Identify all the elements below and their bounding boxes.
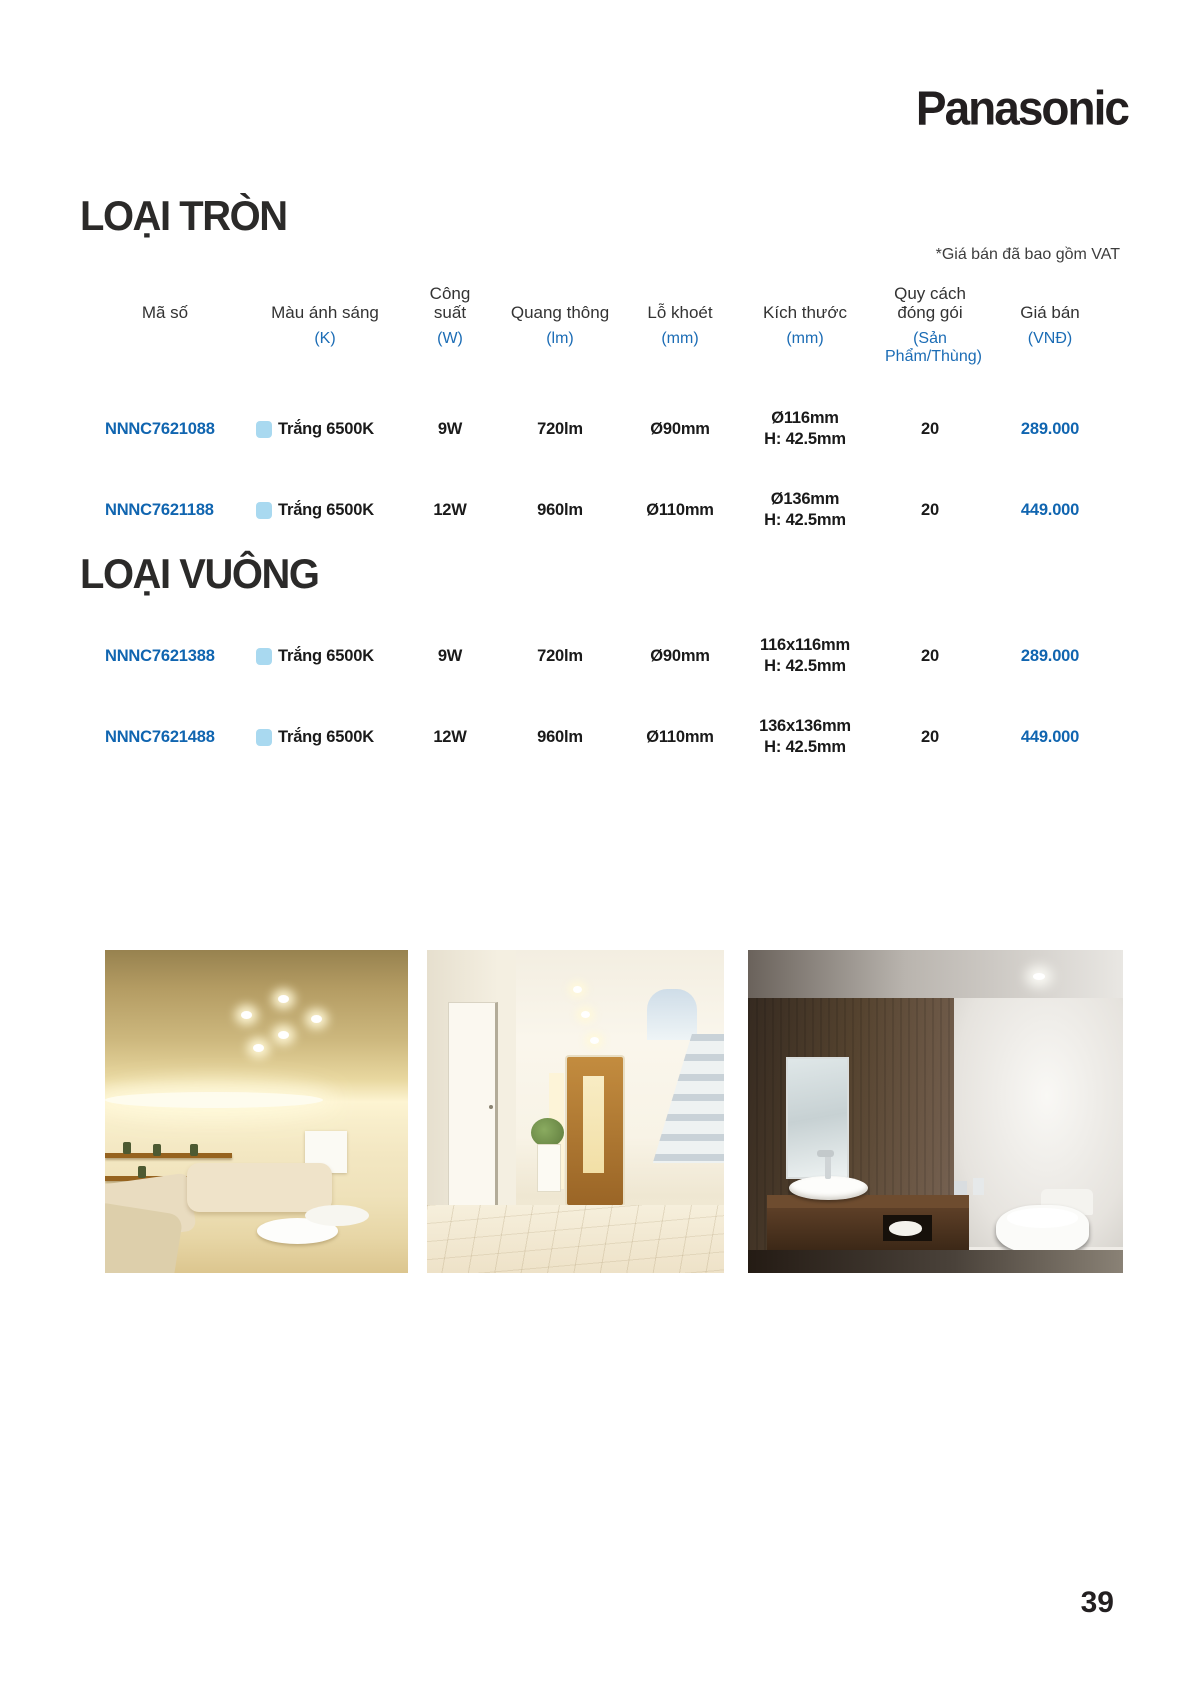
pack-value: 20 — [921, 727, 939, 746]
flower-bouquet — [531, 1118, 564, 1147]
table-row — [95, 389, 1125, 469]
shelf-plant — [190, 1144, 198, 1156]
color-swatch — [256, 502, 272, 519]
downlight-glow — [573, 986, 582, 993]
color-label: Trắng 6500K — [278, 727, 374, 746]
stair-window — [647, 989, 697, 1041]
power-value: 12W — [433, 500, 467, 519]
vanity-cabinet — [767, 1208, 970, 1250]
col-header-size: Kích thước — [763, 303, 847, 322]
unit-power: (W) — [437, 330, 463, 347]
size-value: 116x116mm H: 42.5mm — [760, 636, 850, 675]
downlight-glow — [253, 1044, 264, 1052]
product-code: NNNC7621388 — [105, 646, 215, 665]
photo-bathroom-downlights — [748, 950, 1123, 1273]
price-value: 449.000 — [1020, 727, 1080, 746]
pack-value: 20 — [921, 646, 939, 665]
wall-shelf — [105, 1153, 232, 1158]
flux-value: 720lm — [537, 419, 583, 438]
pack-value: 20 — [921, 500, 939, 519]
vanity-counter — [767, 1195, 970, 1208]
downlight-glow — [1033, 973, 1045, 980]
shelf-plant — [153, 1144, 161, 1156]
power-value: 9W — [437, 646, 463, 665]
flux-value: 720lm — [537, 646, 583, 665]
color-swatch — [256, 421, 272, 438]
product-code: NNNC7621088 — [105, 419, 215, 438]
size-value: Ø136mm H: 42.5mm — [764, 490, 846, 529]
toilet-lid — [1007, 1208, 1078, 1227]
shelf-plant — [138, 1166, 146, 1178]
mirror — [786, 1057, 850, 1180]
col-header-color: Màu ánh sáng — [271, 303, 379, 322]
col-header-pack: Quy cách đóng gói — [894, 284, 966, 322]
table-header — [95, 276, 1125, 322]
unit-price: (VNĐ) — [1027, 330, 1073, 347]
price-value: 449.000 — [1020, 500, 1080, 519]
vat-note: *Giá bán đã bao gồm VAT — [935, 246, 1120, 263]
product-code: NNNC7621188 — [105, 500, 214, 519]
col-header-code: Mã số — [141, 303, 189, 322]
price-value: 289.000 — [1020, 419, 1080, 438]
unit-flux: (lm) — [546, 330, 574, 347]
counter-item — [973, 1178, 984, 1196]
color-swatch — [256, 648, 272, 665]
hole-value: Ø90mm — [650, 646, 710, 665]
downlight-glow — [278, 995, 289, 1003]
faucet-spout — [817, 1150, 834, 1156]
light-color-cell — [235, 501, 415, 520]
power-value: 9W — [437, 419, 463, 438]
col-header-price: Giá bán — [1020, 303, 1080, 322]
door-glass-panel — [583, 1076, 604, 1173]
photo-strip — [0, 950, 1200, 1273]
ceiling — [748, 950, 1123, 998]
size-value: 136x136mm H: 42.5mm — [759, 717, 851, 756]
price-value: 289.000 — [1020, 646, 1080, 665]
pack-value: 20 — [921, 419, 939, 438]
section-heading-square: LOẠI VUÔNG — [80, 550, 319, 597]
light-color-cell — [235, 420, 415, 439]
panasonic-logo: Panasonic — [915, 81, 1128, 136]
color-swatch — [256, 729, 272, 746]
light-color-cell — [235, 728, 415, 747]
product-code: NNNC7621488 — [105, 727, 215, 746]
size-value: Ø116mm H: 42.5mm — [764, 409, 846, 448]
unit-hole: (mm) — [661, 330, 699, 347]
table-subheader — [95, 330, 1125, 366]
col-header-flux: Quang thông — [510, 303, 610, 322]
flux-value: 960lm — [537, 727, 583, 746]
hole-value: Ø90mm — [650, 419, 710, 438]
unit-color: (K) — [314, 330, 336, 347]
downlight-glow — [278, 1031, 289, 1039]
col-header-hole: Lỗ khoét — [647, 303, 713, 322]
page-number: 39 — [1080, 1586, 1114, 1619]
shelf-plant — [123, 1142, 131, 1154]
power-value: 12W — [433, 727, 467, 746]
coffee-table — [305, 1205, 369, 1226]
color-label: Trắng 6500K — [278, 646, 374, 665]
towel-roll — [889, 1221, 923, 1236]
table-row — [95, 697, 1125, 777]
hole-value: Ø110mm — [646, 727, 714, 746]
hole-value: Ø110mm — [646, 500, 714, 519]
downlight-glow — [311, 1015, 322, 1023]
bath-floor — [748, 1250, 1123, 1273]
table-row — [95, 616, 1125, 696]
sofa — [187, 1163, 332, 1211]
table-row — [95, 470, 1125, 550]
flux-value: 960lm — [537, 500, 583, 519]
color-label: Trắng 6500K — [278, 500, 374, 519]
unit-size: (mm) — [786, 330, 824, 347]
counter-item — [954, 1181, 967, 1196]
color-label: Trắng 6500K — [278, 419, 374, 438]
col-header-power: Công suất — [429, 284, 471, 322]
planter — [537, 1144, 561, 1192]
photo-hallway-downlights — [427, 950, 724, 1273]
light-color-cell — [235, 647, 415, 666]
floor-tile-lines — [427, 1205, 724, 1273]
unit-pack: (Sản Phẩm/Thùng) — [885, 330, 982, 365]
photo-living-room-downlights — [105, 950, 408, 1273]
section-heading-round: LOẠI TRÒN — [80, 192, 287, 239]
